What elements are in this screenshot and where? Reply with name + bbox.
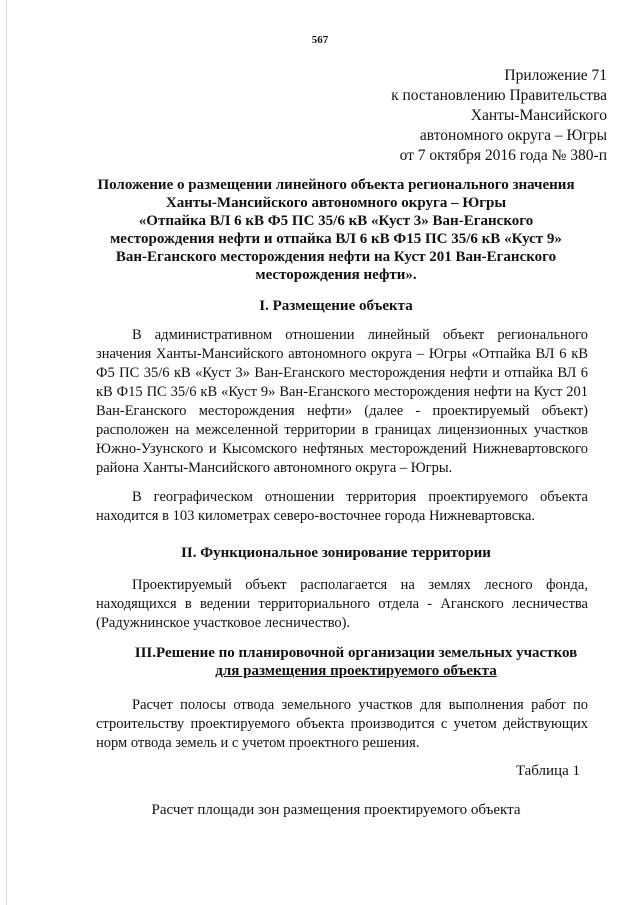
appendix-line-5: от 7 октября 2016 года № 380-п (399, 147, 607, 164)
document-title (80, 176, 592, 284)
section-1-paragraph-2: В географическом отношении территория проектируемого объекта находится в 103 километрах северо-восточнее города Нижневартовска. (96, 489, 588, 524)
title-line-1: Положение о размещении линейного объекта регионального значения (97, 177, 575, 193)
section-3-heading-line-1: III.Решение по планировочной организации земельных участков (134, 645, 578, 661)
section-1-paragraph-1: В административном отношении линейный объект регионального значения Ханты-Мансийского автономного округа – Югры «Отпайка ВЛ 6 кВ Ф5 ПС 35/6 кВ «Куст 3» Ван-Еганского месторождения нефти и отпайка ВЛ 6 кВ Ф15 ПС 35/6 кВ «Куст 9» Ван-Еганского месторождения нефти на Куст 201 Ван-Еганского месторождения нефти» (далее - проектируемый объект) расположен на межселенной территории в границах лицензионных участков Южно-Узунского и Кысомского нефтяных месторождений Нижневартовского района Ханты-Мансийского автономного округа – Югры. (96, 327, 588, 476)
appendix-block (391, 66, 607, 166)
title-line-2: Ханты-Мансийского автономного округа – Югры (165, 195, 507, 211)
title-line-6: месторождения нефти». (255, 267, 417, 283)
section-3-paragraph-1: Расчет полосы отвода земельного участков для выполнения работ по строительству проектируемого объекта производится с учетом действующих норм отвода земель и с учетом проектного решения. (96, 697, 588, 751)
section-3-heading-line-2-text: для размещения проектируемого объекта (215, 663, 497, 679)
section-1-heading: I. Размещение объекта (259, 298, 413, 314)
appendix-line-1: Приложение 71 (504, 67, 607, 84)
section-3-heading (100, 644, 612, 680)
table-label: Таблица 1 (515, 763, 580, 779)
page-binding-edge (6, 0, 7, 905)
appendix-line-2: к постановлению Правительства (391, 87, 607, 104)
section-3-heading-line-2 (100, 662, 612, 680)
table-caption: Расчет площади зон размещения проектируемого объекта (151, 802, 521, 818)
page-number: 567 (311, 34, 329, 46)
title-line-4: месторождения нефти и отпайка ВЛ 6 кВ Ф15 ПС 35/6 кВ «Куст 9» (110, 231, 562, 247)
appendix-line-4: автономного округа – Югры (419, 127, 607, 144)
appendix-line-3: Ханты-Мансийского (470, 107, 607, 124)
title-line-5: Ван-Еганского месторождения нефти на Куст 201 Ван-Еганского (115, 249, 557, 265)
section-2-paragraph-1: Проектируемый объект располагается на землях лесного фонда, находящихся в ведении территориального отдела - Аганского лесничества (Радужнинское участковое лесничество). (96, 577, 588, 631)
section-2-heading: II. Функциональное зонирование территории (181, 545, 491, 561)
title-line-3: «Отпайка ВЛ 6 кВ Ф5 ПС 35/6 кВ «Куст 3» Ван-Еганского (138, 213, 534, 229)
